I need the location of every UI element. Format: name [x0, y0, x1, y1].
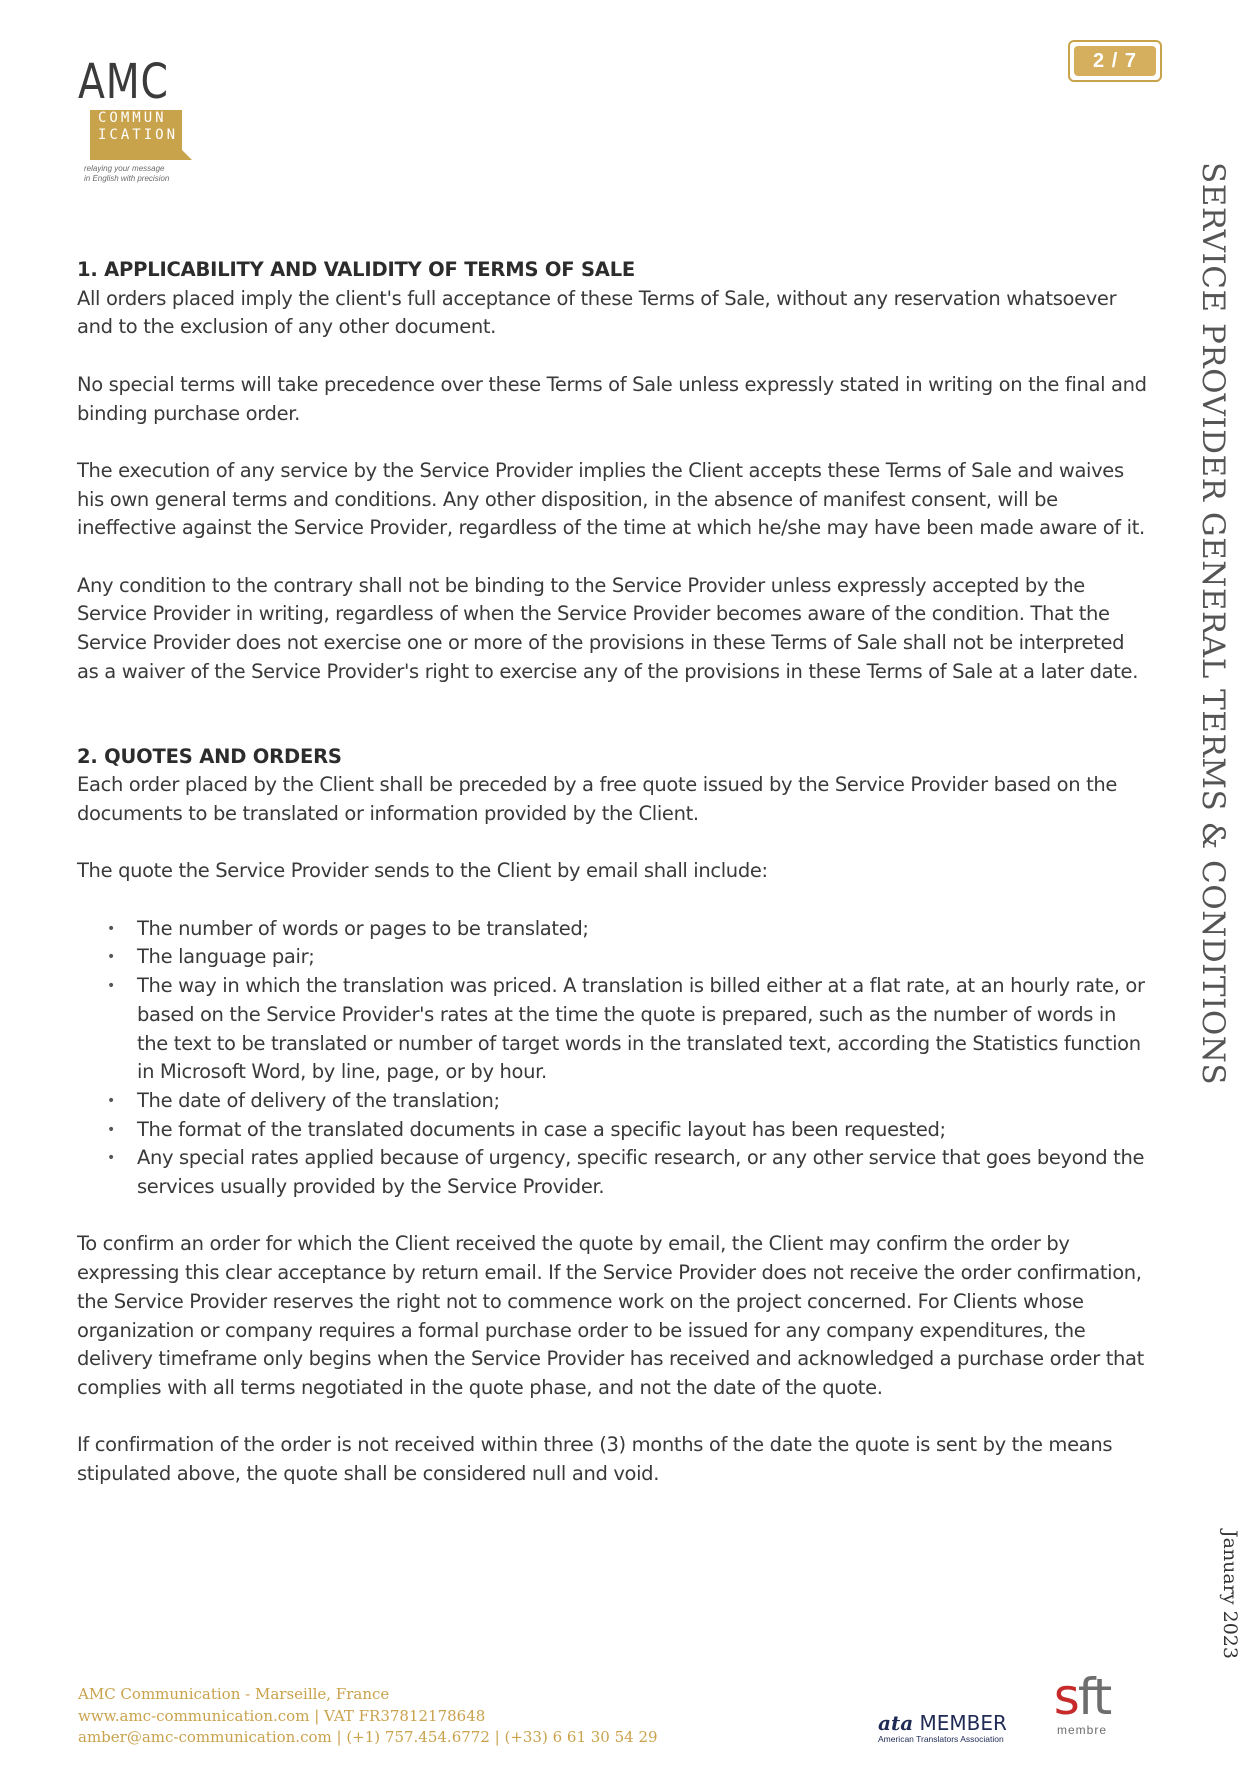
logo-sub-line-1: COMMUN: [98, 110, 167, 126]
logo-tagline: [84, 164, 198, 184]
list-item: • The number of words or pages to be translated;: [107, 915, 1147, 944]
sft-mark-s: s: [1053, 1668, 1078, 1726]
list-item: • The language pair;: [107, 943, 1147, 972]
logo-tagline-line-1: relaying your message: [84, 164, 165, 173]
list-item: • Any special rates applied because of urgency, specific research, or any other service that goes beyond the services usually provided by the Service Provider.: [107, 1144, 1147, 1201]
sft-label: membre: [1056, 1723, 1107, 1737]
footer-email-phone: amber@amc-communication.com | (+1) 757.454.6772 | (+33) 6 61 30 54 29: [78, 1728, 658, 1746]
side-date-text: January 2023: [1219, 1530, 1241, 1659]
sft-mark-rest: ft: [1077, 1668, 1111, 1726]
side-title-text: SERVICE PROVIDER GENERAL TERMS & CONDITIONS: [1195, 162, 1231, 1086]
section-1-paragraph-3: The execution of any service by the Service Provider implies the Client accepts these Terms of Sale and waives his own general terms and conditions. Any other disposition, in the absence of manifest consent, will be ineffective against the Service Provider, regardless of the time at which he/she may have been made aware of it.: [77, 458, 1145, 540]
list-item: • The date of delivery of the translation;: [107, 1087, 1147, 1116]
footer-website-vat: www.amc-communication.com | VAT FR37812178648: [78, 1706, 486, 1725]
list-item: • The format of the translated documents in case a specific layout has been requested;: [107, 1116, 1147, 1145]
ata-mark: ata: [878, 1711, 914, 1735]
sft-member-logo: [1042, 1670, 1122, 1736]
section-2-heading: 2. QUOTES AND ORDERS: [77, 744, 342, 768]
section-2-list-intro: The quote the Service Provider sends to the Client by email shall include:: [77, 859, 768, 883]
ata-org-name: American Translators Association: [878, 1734, 1004, 1744]
section-1-paragraph-2: No special terms will take precedence over these Terms of Sale unless expressly stated in writing on the final and binding purchase order.: [77, 372, 1147, 425]
logo-sub-line-2: ICATION: [98, 127, 179, 143]
logo-banner: [90, 110, 182, 160]
section-2-paragraph-1: To confirm an order for which the Client received the quote by email, the Client may confirm the order by expressing this clear acceptance by return email. If the Service Provider does not receive the order confirmation, the Service Provider reserves the right not to commence work on the project concerned. For Clients whose organization or company requires a formal purchase order to be issued for any company expenditures, the delivery timeframe only begins when the Service Provider has received and acknowledged a purchase order that complies with all terms negotiated in the quote phase, and not the date of the quote.: [77, 1232, 1144, 1399]
footer-contact: [78, 1684, 658, 1749]
company-logo: [78, 54, 198, 184]
ata-member-label: MEMBER: [919, 1711, 1007, 1735]
section-1-paragraph-4: Any condition to the contrary shall not be binding to the Service Provider unless expressly accepted by the Service Provider in writing, regardless of when the Service Provider becomes aware of the condition. That the Service Provider does not exercise one or more of the provisions in these Terms of Sale shall not be interpreted as a waiver of the Service Provider's right to exercise any of the provisions in these Terms of Sale at a later date.: [77, 573, 1139, 683]
logo-tagline-line-2: in English with precision: [84, 174, 170, 183]
logo-wordmark: AMC: [78, 54, 169, 110]
section-1-heading: 1. APPLICABILITY AND VALIDITY OF TERMS OF SALE: [77, 258, 636, 281]
quote-contents-list: [107, 915, 1147, 1202]
page-indicator: [1068, 40, 1162, 82]
document-body: [77, 256, 1147, 1517]
side-date: [1216, 1530, 1244, 1670]
section-1-paragraph-1: All orders placed imply the client's full acceptance of these Terms of Sale, without any reservation whatsoever and to the exclusion of any other document.: [77, 286, 1117, 339]
page-number: 2 / 7: [1074, 46, 1156, 76]
list-item: • The way in which the translation was priced. A translation is billed either at a flat rate, at an hourly rate, or based on the Service Provider's rates at the time the quote is prepared, such as the number of words in the text to be translated or number of target words in the translated text, according the Statistics function in Microsoft Word, by line, page, or by hour.: [107, 972, 1147, 1087]
side-document-title: [1190, 162, 1236, 1086]
section-2-paragraph-2: If confirmation of the order is not received within three (3) months of the date the quote is sent by the means stipulated above, the quote shall be considered null and void.: [77, 1433, 1113, 1486]
ata-member-logo: [878, 1712, 1018, 1744]
footer-address: AMC Communication - Marseille, France: [78, 1685, 390, 1703]
section-2-intro: Each order placed by the Client shall be preceded by a free quote issued by the Service Provider based on the documents to be translated or information provided by the Client.: [77, 773, 1118, 825]
